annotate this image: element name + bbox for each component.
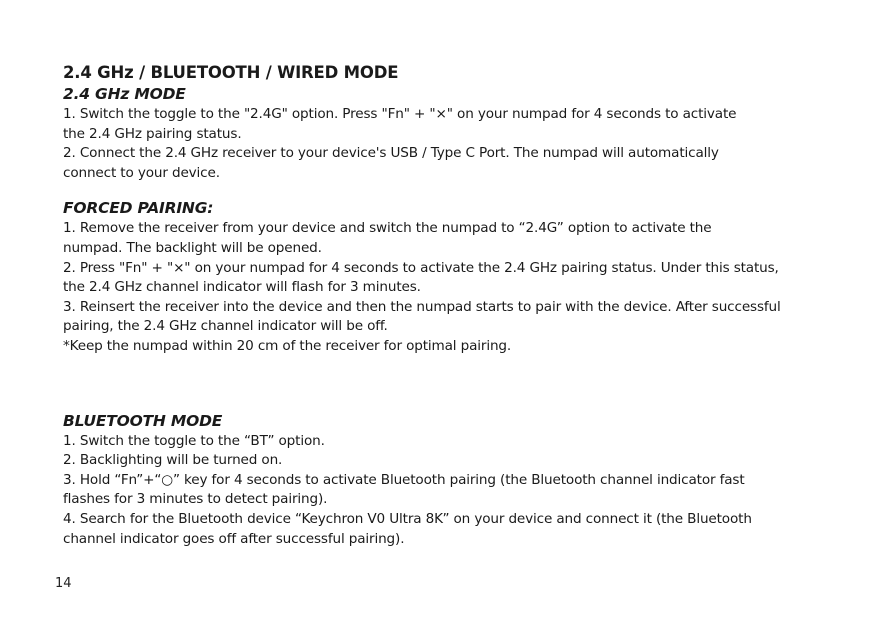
paragraph-line: 1. Remove the receiver from your device and switch the numpad to “2.4G” option to activate the [63,220,712,237]
paragraph-line: numpad. The backlight will be opened. [63,239,322,256]
paragraph-line: 2. Backlighting will be turned on. [63,452,283,469]
paragraph-line: pairing, the 2.4 GHz channel indicator will be off. [63,318,388,335]
paragraph-line: the 2.4 GHz pairing status. [63,125,242,142]
paragraph-note: *Keep the numpad within 20 cm of the receiver for optimal pairing. [63,337,512,354]
paragraph-line: 1. Switch the toggle to the "2.4G" option. Press "Fn" + "×" on your numpad for 4 seconds to activate [63,106,737,122]
paragraph-line: 2. Press "Fn" + "×" on your numpad for 4 seconds to activate the 2.4 GHz pairing status. Under this status, [63,259,779,276]
page-title: 2.4 GHz / BLUETOOTH / WIRED MODE [63,63,399,82]
section-title-forced-pairing: FORCED PAIRING: [63,199,214,218]
paragraph-line: 4. Search for the Bluetooth device “Keychron V0 Ultra 8K” on your device and connect it (the Bluetooth [63,510,752,527]
page-number: 14 [55,576,72,591]
section-title-2-4ghz-mode: 2.4 GHz MODE [63,85,186,103]
paragraph-line: flashes for 3 minutes to detect pairing). [63,491,328,508]
paragraph-line: 3. Reinsert the receiver into the device and then the numpad starts to pair with the device. After successful [63,298,781,315]
paragraph-line: 2. Connect the 2.4 GHz receiver to your device's USB / Type C Port. The numpad will automatically [63,145,719,162]
section-body-2-4ghz-mode [63,105,863,183]
paragraph-line: channel indicator goes off after successful pairing). [63,530,405,547]
manual-page [63,62,863,549]
section-body-bluetooth-mode [63,432,863,550]
paragraph-line: connect to your device. [63,164,220,181]
paragraph-line: the 2.4 GHz channel indicator will flash for 3 minutes. [63,279,421,296]
spacer [63,183,863,198]
spacer [63,357,863,411]
paragraph-line: 1. Switch the toggle to the “BT” option. [63,432,325,449]
section-body-forced-pairing [63,219,863,356]
paragraph-line: 3. Hold “Fn”+“○” key for 4 seconds to activate Bluetooth pairing (the Bluetooth channel indicator fast [63,471,745,488]
section-title-bluetooth-mode: BLUETOOTH MODE [63,411,223,430]
